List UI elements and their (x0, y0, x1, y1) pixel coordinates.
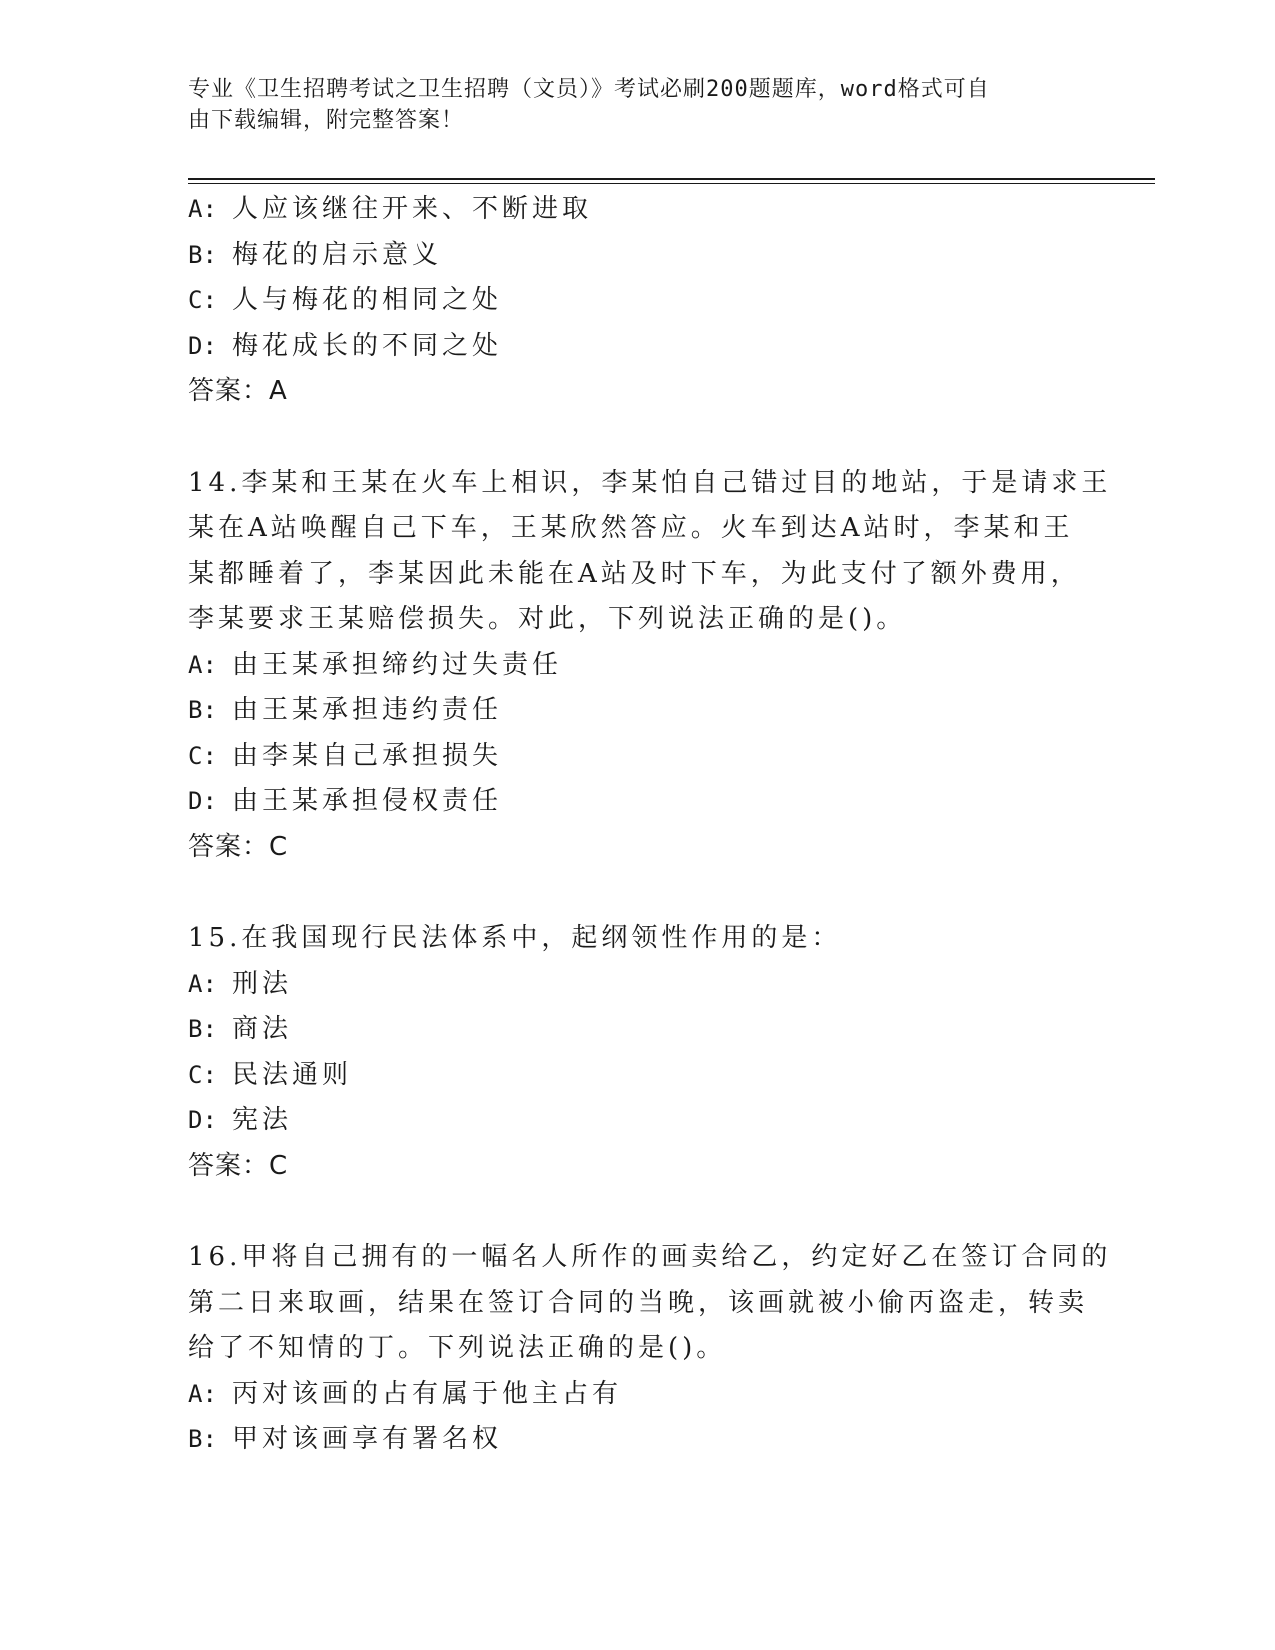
option-d (188, 779, 1088, 825)
question-text-line: 某在A站唤醒自己下车，王某欣然答应。火车到达A站时，李某和王 (188, 513, 1074, 543)
option-text: 由王某承担缔约过失责任 (232, 649, 563, 680)
option-text: 由李某自己承担损失 (232, 740, 503, 771)
question-text-line: 第二日来取画，结果在签订合同的当晚，该画就被小偷丙盗走，转卖 (188, 1287, 1089, 1318)
option-text: 民法通则 (232, 1059, 353, 1090)
question-text-line: 给了不知情的丁。下列说法正确的是()。 (188, 1333, 727, 1363)
question-15 (188, 916, 1088, 1189)
option-text: 梅花成长的不同之处 (232, 330, 503, 361)
option-a (188, 1372, 1088, 1418)
option-d (188, 324, 1088, 370)
question-14 (188, 461, 1112, 871)
option-text: 由王某承担侵权责任 (232, 786, 503, 816)
option-letter: D: (188, 331, 217, 360)
question-13 (188, 187, 1088, 415)
answer-line: 答案：C (188, 831, 289, 862)
option-a (188, 643, 1088, 689)
option-text: 刑法 (232, 968, 293, 999)
option-letter: C: (188, 741, 217, 770)
option-letter: A: (188, 969, 217, 998)
option-text: 宪法 (232, 1105, 293, 1135)
option-a (188, 962, 1088, 1008)
option-text: 梅花的启示意义 (232, 239, 443, 270)
option-letter: D: (188, 787, 217, 815)
option-d (188, 1098, 1088, 1144)
option-text: 甲对该画享有署名权 (232, 1424, 503, 1454)
option-c (188, 1053, 1088, 1099)
option-b (188, 1007, 1088, 1053)
option-a (188, 187, 1088, 233)
question-text-line: 15.在我国现行民法体系中，起纲领性作用的是： (188, 923, 842, 953)
option-letter: B: (188, 1015, 217, 1043)
option-letter: B: (188, 240, 217, 269)
spacer (188, 870, 1088, 916)
answer-line: 答案：C (188, 1150, 289, 1181)
option-text: 由王某承担违约责任 (232, 695, 503, 725)
option-letter: A: (188, 1379, 217, 1408)
document-header (188, 74, 1068, 136)
option-b (188, 1417, 1088, 1463)
option-b (188, 688, 1088, 734)
option-letter: B: (188, 1425, 217, 1453)
spacer (188, 1189, 1088, 1235)
option-text: 丙对该画的占有属于他主占有 (232, 1378, 623, 1409)
header-divider-thick (188, 178, 1155, 180)
option-letter: A: (188, 650, 217, 679)
option-text: 人应该继往开来、不断进取 (232, 194, 593, 224)
question-list (188, 187, 1112, 1463)
header-line-1: 专业《卫生招聘考试之卫生招聘（文员）》考试必刷200题题库，word格式可自 (188, 77, 990, 102)
option-letter: D: (188, 1106, 217, 1134)
question-16 (188, 1235, 1112, 1463)
option-b (188, 233, 1088, 279)
question-text-line: 李某要求王某赔偿损失。对此，下列说法正确的是()。 (188, 604, 907, 634)
option-letter: B: (188, 696, 217, 724)
option-letter: C: (188, 286, 217, 314)
question-text-line: 16.甲将自己拥有的一幅名人所作的画卖给乙，约定好乙在签订合同的 (188, 1242, 1112, 1272)
option-text: 商法 (232, 1014, 293, 1044)
question-text-line: 14.李某和王某在火车上相识，李某怕自己错过目的地站，于是请求王 (188, 467, 1112, 498)
spacer (188, 415, 1088, 461)
answer-line: 答案：A (188, 376, 288, 406)
option-letter: A: (188, 195, 217, 223)
question-text-line: 某都睡着了，李某因此未能在A站及时下车，为此支付了额外费用， (188, 558, 1081, 589)
header-line-2: 由下载编辑，附完整答案！ (188, 108, 465, 133)
option-c (188, 734, 1088, 780)
option-c (188, 278, 1088, 324)
header-divider-thin (188, 183, 1155, 184)
option-text: 人与梅花的相同之处 (232, 285, 503, 315)
option-letter: C: (188, 1060, 217, 1089)
